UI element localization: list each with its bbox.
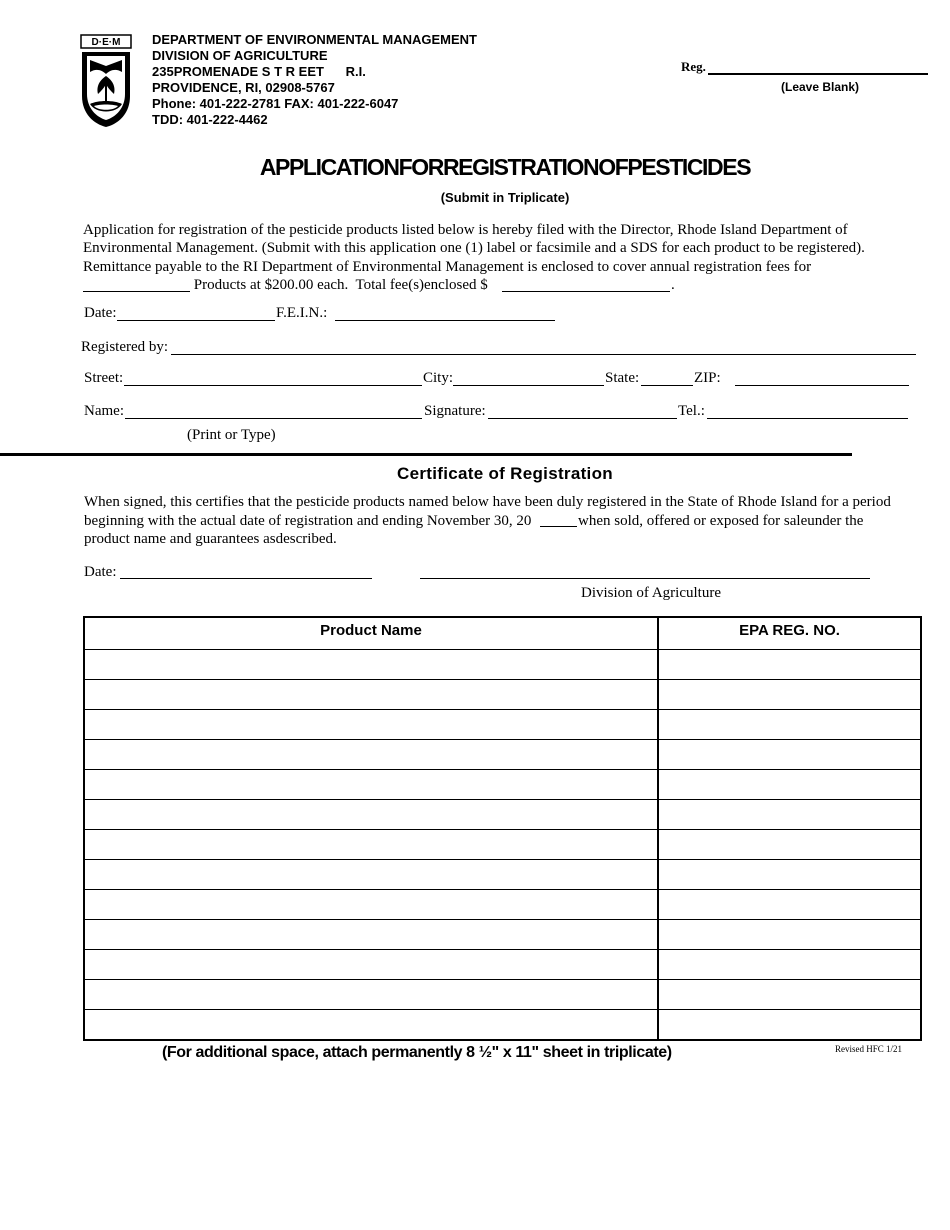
epa-reg-no-header: EPA REG. NO. (658, 617, 921, 650)
header-city: PROVIDENCE, RI, 02908-5767 (152, 80, 335, 95)
intro-products-text: Products at $200.00 each. Total fee(s)enclosed $ (190, 277, 488, 293)
fein-label: F.E.I.N.: (276, 305, 328, 321)
table-header-row (84, 617, 921, 650)
leave-blank-label: (Leave Blank) (781, 80, 860, 94)
header-division: DIVISION OF AGRICULTURE (152, 48, 328, 63)
product-name-cell[interactable] (84, 650, 658, 680)
intro-line-3: Remittance payable to the RI Department of Environmental Management is enclosed to cover annual registration fees for (83, 259, 812, 275)
name-label: Name: (84, 403, 124, 419)
page-title: APPLICATIONFORREGISTRATIONOFPESTICIDES (259, 154, 751, 180)
intro-line-1: Application for registration of the pesticide products listed below is hereby filed with the Director, Rhode Island Department of (83, 222, 848, 238)
table-row (84, 710, 921, 740)
table-row (84, 980, 921, 1010)
certificate-line-2b: when sold, offered or exposed for saleunder the (578, 513, 864, 529)
tel-label: Tel.: (678, 403, 705, 419)
page-subtitle: (Submit in Triplicate) (440, 190, 570, 205)
epa-reg-no-cell[interactable] (658, 920, 921, 950)
epa-reg-no-cell[interactable] (658, 770, 921, 800)
product-name-cell[interactable] (84, 1010, 658, 1041)
intro-line-2: Environmental Management. (Submit with this application one (1) label or facsimile and a SDS for each product to be registered). (83, 240, 865, 256)
epa-reg-no-cell[interactable] (658, 890, 921, 920)
table-row (84, 830, 921, 860)
year-field[interactable] (540, 526, 577, 527)
table-row (84, 800, 921, 830)
epa-reg-no-cell[interactable] (658, 680, 921, 710)
state-label: State: (605, 370, 640, 386)
street-field[interactable] (124, 385, 422, 386)
print-or-type-hint: (Print or Type) (187, 427, 276, 443)
product-name-cell[interactable] (84, 680, 658, 710)
zip-label: ZIP: (694, 370, 721, 386)
state-field[interactable] (641, 385, 693, 386)
certificate-line-2a: beginning with the actual date of registration and ending November 30, 20 (84, 513, 532, 529)
certificate-heading: Certificate of Registration (397, 464, 613, 483)
city-field[interactable] (453, 385, 604, 386)
division-signature-field[interactable] (420, 578, 870, 579)
product-name-cell[interactable] (84, 860, 658, 890)
signature-field[interactable] (488, 418, 677, 419)
product-name-cell[interactable] (84, 800, 658, 830)
epa-reg-no-cell[interactable] (658, 860, 921, 890)
total-fee-field[interactable] (502, 291, 670, 292)
header-phone: Phone: 401-222-2781 FAX: 401-222-6047 (152, 96, 399, 111)
registered-by-field[interactable] (171, 354, 916, 355)
header-street: 235PROMENADE S T R EET R.I. (152, 64, 366, 79)
table-row (84, 650, 921, 680)
epa-reg-no-cell[interactable] (658, 710, 921, 740)
product-name-header: Product Name (84, 617, 658, 650)
product-name-cell[interactable] (84, 890, 658, 920)
registered-by-label: Registered by: (81, 339, 169, 355)
footer-note: (For additional space, attach permanently 8 ½" x 11" sheet in triplicate) (162, 1044, 672, 1061)
table-row (84, 770, 921, 800)
table-row (84, 1010, 921, 1041)
zip-field[interactable] (735, 385, 909, 386)
table-row (84, 740, 921, 770)
date-field[interactable] (117, 320, 275, 321)
certificate-date-field[interactable] (120, 578, 372, 579)
epa-reg-no-cell[interactable] (658, 980, 921, 1010)
reg-field[interactable] (708, 73, 928, 75)
epa-reg-no-cell[interactable] (658, 650, 921, 680)
tel-field[interactable] (707, 418, 908, 419)
product-name-cell[interactable] (84, 830, 658, 860)
name-field[interactable] (125, 418, 422, 419)
product-name-cell[interactable] (84, 710, 658, 740)
table-row (84, 890, 921, 920)
intro-period: . (671, 277, 675, 293)
division-label: Division of Agriculture (581, 585, 721, 601)
product-name-cell[interactable] (84, 920, 658, 950)
product-name-cell[interactable] (84, 740, 658, 770)
epa-reg-no-cell[interactable] (658, 950, 921, 980)
fein-field[interactable] (335, 320, 555, 321)
header-department: DEPARTMENT OF ENVIRONMENTAL MANAGEMENT (152, 32, 477, 47)
reg-label: Reg. (681, 59, 706, 74)
header-tdd: TDD: 401-222-4462 (152, 112, 268, 127)
certificate-line-3: product name and guarantees asdescribed. (84, 531, 337, 547)
table-row (84, 680, 921, 710)
street-label: Street: (84, 370, 124, 386)
city-label: City: (423, 370, 454, 386)
signature-label: Signature: (424, 403, 486, 419)
table-row (84, 920, 921, 950)
products-table (83, 616, 922, 1041)
epa-reg-no-cell[interactable] (658, 1010, 921, 1041)
section-divider (0, 453, 852, 456)
products-count-field[interactable] (83, 291, 190, 292)
epa-reg-no-cell[interactable] (658, 740, 921, 770)
epa-reg-no-cell[interactable] (658, 830, 921, 860)
certificate-date-label: Date: (84, 564, 117, 580)
certificate-line-1: When signed, this certifies that the pesticide products named below have been duly registered in the State of Rhode Island for a period (84, 494, 891, 510)
product-name-cell[interactable] (84, 950, 658, 980)
epa-reg-no-cell[interactable] (658, 800, 921, 830)
revised-note: Revised HFC 1/21 (835, 1044, 903, 1054)
table-row (84, 950, 921, 980)
table-row (84, 860, 921, 890)
product-name-cell[interactable] (84, 980, 658, 1010)
date-label: Date: (84, 305, 117, 321)
dem-logo (80, 34, 132, 128)
product-name-cell[interactable] (84, 770, 658, 800)
logo-text: D·E·M (91, 37, 121, 48)
